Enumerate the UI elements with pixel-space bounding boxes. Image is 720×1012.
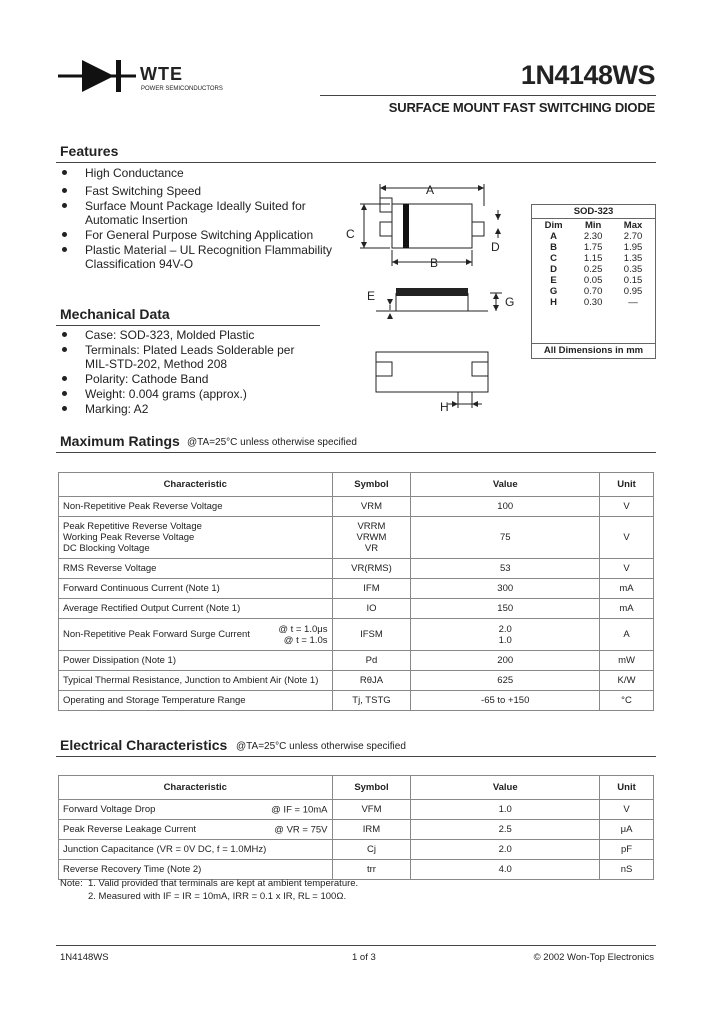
list-item: Plastic Material – UL Recognition Flammability Classification 94V-O (60, 243, 345, 271)
elec-title: Electrical Characteristics (60, 737, 228, 753)
dim-label-g: G (505, 295, 515, 309)
characteristic-text: Typical Thermal Resistance, Junction to Ambient Air (Note 1) (63, 675, 319, 686)
unit-cell: mW (600, 651, 654, 671)
val-cell: 200 (411, 651, 600, 671)
column-header: Unit (600, 776, 654, 800)
logo-text: WTE (140, 64, 183, 84)
unit-cell: mA (600, 579, 654, 599)
dim-label-e: E (367, 289, 376, 303)
characteristic-text: Average Rectified Output Current (Note 1) (63, 603, 241, 614)
note-2: 2. Measured with IF = IR = 10mA, IRR = 0.1 x IR, RL = 100Ω. (88, 891, 347, 902)
characteristic-text: Operating and Storage Temperature Range (63, 695, 246, 706)
mechanical-divider (56, 325, 320, 326)
val-cell: 4.0 (411, 860, 600, 880)
dim-label-c: C (346, 227, 355, 241)
sym-cell: Cj (332, 840, 411, 860)
table-row (59, 619, 654, 651)
val-cell: 2.0 (411, 840, 600, 860)
elec-condition: @TA=25°C unless otherwise specified (236, 741, 406, 752)
unit-cell: V (600, 800, 654, 820)
unit-cell: mA (600, 599, 654, 619)
characteristic-text: RMS Reverse Voltage (63, 563, 157, 574)
val-cell: 75 (411, 517, 600, 559)
max-ratings-title: Maximum Ratings (60, 433, 180, 449)
val-cell: 100 (411, 497, 600, 517)
list-item: Polarity: Cathode Band (60, 372, 320, 386)
characteristic-cell (59, 579, 333, 599)
sym-cell: trr (332, 860, 411, 880)
header-divider (320, 95, 656, 96)
unit-cell: nS (600, 860, 654, 880)
sym-cell: Pd (332, 651, 411, 671)
column-header: Characteristic (59, 473, 333, 497)
features-title: Features (60, 143, 119, 159)
footer-left: 1N4148WS (60, 952, 109, 963)
dimensions-table (531, 204, 656, 359)
max-ratings-condition: @TA=25°C unless otherwise specified (187, 437, 357, 448)
table-row (59, 800, 654, 820)
characteristic-cell (59, 820, 333, 840)
column-header: Unit (600, 473, 654, 497)
sym-cell: VRRM VRWM VR (332, 517, 411, 559)
mechanical-title: Mechanical Data (60, 306, 170, 322)
table-row (59, 651, 654, 671)
unit-cell: μA (600, 820, 654, 840)
dimensions-table-title: SOD-323 (532, 205, 655, 219)
sym-cell: IFSM (332, 619, 411, 651)
val-cell: 1.0 (411, 800, 600, 820)
characteristic-cell (59, 691, 333, 711)
val-cell: 2.0 1.0 (411, 619, 600, 651)
val-cell: 53 (411, 559, 600, 579)
table-row (59, 497, 654, 517)
characteristic-cell (59, 559, 333, 579)
table-row (59, 671, 654, 691)
elec-table (58, 775, 654, 880)
sym-cell: VFM (332, 800, 411, 820)
table-row (59, 860, 654, 880)
dimensions-footer: All Dimensions in mm (532, 343, 655, 357)
sym-cell: RθJA (332, 671, 411, 691)
table-row: A 2.30 2.70 (550, 231, 643, 242)
dimensions-grid (534, 220, 653, 308)
list-item: Case: SOD-323, Molded Plastic (60, 328, 320, 342)
condition-text: @ IF = 10mA (271, 804, 328, 815)
sym-cell: IRM (332, 820, 411, 840)
val-cell: -65 to +150 (411, 691, 600, 711)
dim-header: Max (623, 220, 643, 231)
table-row: E 0.05 0.15 (550, 275, 643, 286)
table-row: G 0.70 0.95 (549, 286, 643, 297)
characteristic-text: Peak Repetitive Reverse Voltage Working Peak Reverse Voltage DC Blocking Voltage (63, 521, 202, 554)
notes-label: Note: (60, 878, 83, 889)
sym-cell: IO (332, 599, 411, 619)
page-title: 1N4148WS (520, 60, 655, 90)
list-item: Weight: 0.004 grams (approx.) (60, 387, 320, 401)
unit-cell: V (600, 497, 654, 517)
footer-divider (56, 945, 656, 946)
table-row (59, 599, 654, 619)
column-header: Value (411, 776, 600, 800)
list-item: Fast Switching Speed (60, 184, 345, 198)
condition-text: @ VR = 75V (274, 824, 328, 835)
characteristic-cell (59, 840, 333, 860)
table-row (59, 840, 654, 860)
column-header: Symbol (332, 776, 411, 800)
footer-right: © 2002 Won-Top Electronics (533, 952, 654, 963)
list-item: For General Purpose Switching Application (60, 228, 345, 242)
list-item: Terminals: Plated Leads Solderable per MIL-STD-202, Method 208 (60, 343, 320, 371)
val-cell: 625 (411, 671, 600, 691)
note-1: 1. Valid provided that terminals are kept at ambient temperature. (88, 878, 359, 889)
elec-divider (56, 756, 656, 757)
characteristic-text: Power Dissipation (Note 1) (63, 655, 176, 666)
list-item: Marking: A2 (60, 402, 320, 416)
characteristic-text: Peak Reverse Leakage Current (63, 824, 197, 835)
dim-label-d: D (491, 240, 500, 254)
unit-cell: A (600, 619, 654, 651)
unit-cell: V (600, 517, 654, 559)
characteristic-cell (59, 860, 333, 880)
max-ratings-table (58, 472, 654, 711)
val-cell: 2.5 (411, 820, 600, 840)
column-header: Value (411, 473, 600, 497)
condition-text: @ t = 1.0μs @ t = 1.0s (278, 623, 328, 646)
dim-header: Dim (544, 220, 563, 231)
dim-label-h: H (440, 400, 449, 414)
table-row: H 0.30 — (550, 297, 638, 308)
diode-logo-icon (58, 56, 138, 96)
table-row (59, 579, 654, 599)
list-item: Surface Mount Package Ideally Suited for Automatic Insertion (60, 199, 345, 227)
characteristic-cell (59, 599, 333, 619)
sym-cell: Tj, TSTG (332, 691, 411, 711)
characteristic-text: Forward Continuous Current (Note 1) (63, 583, 220, 594)
dim-label-a: A (426, 183, 435, 197)
sym-cell: VR(RMS) (332, 559, 411, 579)
column-header: Characteristic (59, 776, 333, 800)
characteristic-cell (59, 619, 333, 651)
characteristic-text: Non-Repetitive Peak Forward Surge Current (63, 629, 250, 640)
table-row (59, 517, 654, 559)
characteristic-text: Reverse Recovery Time (Note 2) (63, 864, 202, 875)
max-ratings-divider (56, 452, 656, 453)
table-row (59, 820, 654, 840)
column-header: Symbol (332, 473, 411, 497)
sym-cell: IFM (332, 579, 411, 599)
characteristic-text: Forward Voltage Drop (63, 804, 156, 815)
page-subtitle: SURFACE MOUNT FAST SWITCHING DIODE (388, 100, 655, 115)
logo-subtitle: POWER SEMICONDUCTORS (141, 86, 223, 92)
dim-header: Min (584, 220, 602, 231)
table-row: D 0.25 0.35 (550, 264, 643, 275)
characteristic-cell (59, 671, 333, 691)
unit-cell: V (600, 559, 654, 579)
characteristic-text: Non-Repetitive Peak Reverse Voltage (63, 501, 223, 512)
mechanical-list (60, 328, 320, 416)
characteristic-cell (59, 651, 333, 671)
characteristic-cell (59, 497, 333, 517)
unit-cell: °C (600, 691, 654, 711)
unit-cell: pF (600, 840, 654, 860)
table-row (59, 691, 654, 711)
characteristic-cell (59, 800, 333, 820)
val-cell: 300 (411, 579, 600, 599)
unit-cell: K/W (600, 671, 654, 691)
features-list (60, 166, 345, 271)
features-divider (56, 162, 656, 163)
dim-label-b: B (430, 256, 439, 270)
table-row: B 1.75 1.95 (550, 242, 643, 253)
sym-cell: VRM (332, 497, 411, 517)
footer-center: 1 of 3 (352, 952, 376, 963)
characteristic-text: Junction Capacitance (VR = 0V DC, f = 1.0MHz) (63, 844, 267, 855)
characteristic-cell (59, 517, 333, 559)
list-item: High Conductance (60, 166, 345, 180)
val-cell: 150 (411, 599, 600, 619)
table-row (59, 559, 654, 579)
table-row: C 1.15 1.35 (550, 253, 643, 264)
